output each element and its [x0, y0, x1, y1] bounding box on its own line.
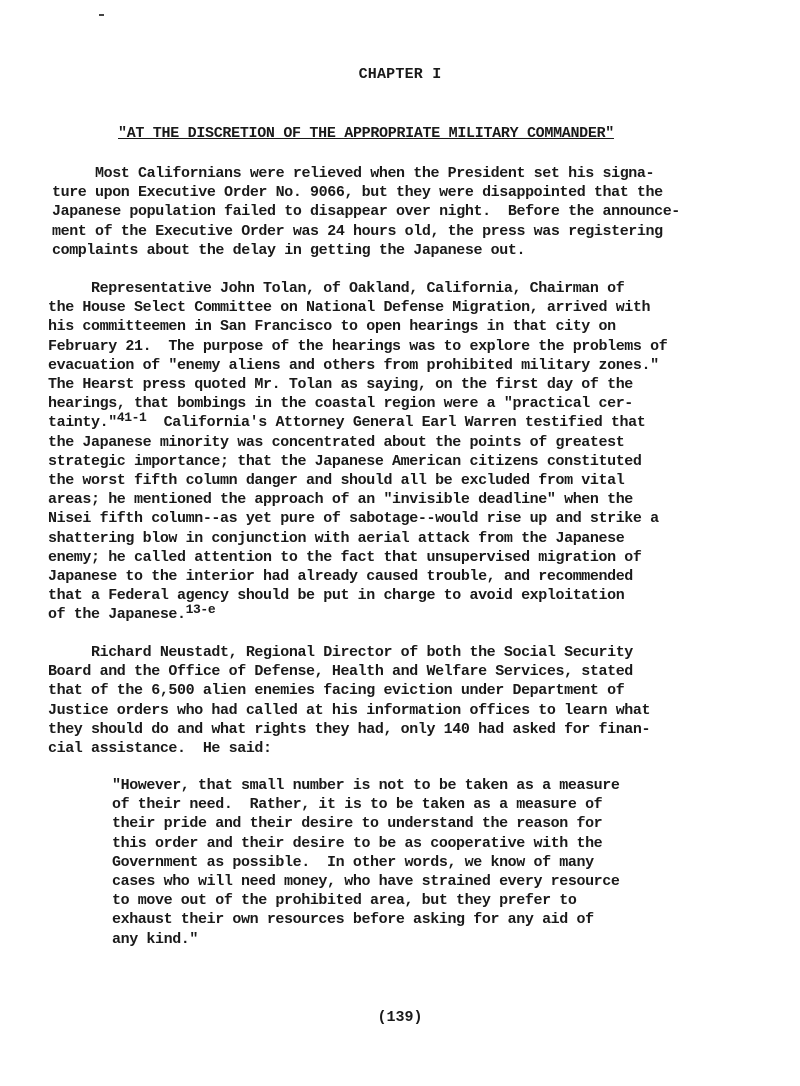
text-line: California's Attorney General Earl Warren testified that: [146, 414, 646, 432]
text-line: strategic importance; that the Japanese American citizens constituted: [48, 452, 642, 470]
text-line: Board and the Office of Defense, Health and Welfare Services, stated: [48, 663, 633, 681]
text-line: complaints about the delay in getting the Japanese out.: [52, 241, 526, 259]
quote-line: cases who will need money, who have strained every resource: [112, 873, 620, 891]
text-line: Justice orders who had called at his information offices to learn what: [48, 701, 651, 719]
text-line: evacuation of "enemy aliens and others from prohibited military zones.": [48, 356, 659, 374]
text-line: the Japanese minority was concentrated about the points of greatest: [48, 433, 625, 451]
quote-line: "However, that small number is not to be taken as a measure: [112, 777, 620, 794]
text-line: Nisei fifth column--as yet pure of sabotage--would rise up and strike a: [48, 510, 659, 528]
text-line: ment of the Executive Order was 24 hours old, the press was registering: [52, 222, 663, 240]
paragraph-1: [52, 164, 680, 260]
quote-line: any kind.": [112, 930, 199, 948]
text-line: of the Japanese.: [48, 606, 186, 624]
text-line: that of the 6,500 alien enemies facing eviction under Department of: [48, 682, 625, 700]
text-line: cial assistance. He said:: [48, 740, 272, 758]
text-line: that a Federal agency should be put in charge to avoid exploitation: [48, 587, 625, 605]
footnote-marker: 41-1: [116, 410, 147, 426]
text-line: hearings, that bombings in the coastal region were a "practical cer-: [48, 395, 633, 413]
section-heading: "AT THE DISCRETION OF THE APPROPRIATE MILITARY COMMANDER": [118, 125, 614, 142]
text-line: tainty.": [48, 414, 117, 432]
text-line: Richard Neustadt, Regional Director of both the Social Security: [48, 644, 633, 661]
scan-mark: [99, 14, 104, 16]
quote-line: this order and their desire to be as cooperative with the: [112, 834, 603, 852]
text-line: they should do and what rights they had, only 140 had asked for finan-: [48, 720, 651, 738]
text-line: Representative John Tolan, of Oakland, California, Chairman of: [48, 280, 625, 297]
chapter-title: CHAPTER I: [358, 66, 442, 83]
page-number: (139): [377, 1009, 423, 1026]
text-line: areas; he mentioned the approach of an "invisible deadline" when the: [48, 491, 633, 509]
paragraph-3: [48, 643, 650, 758]
text-line: enemy; he called attention to the fact that unsupervised migration of: [48, 548, 642, 566]
text-line: the worst fifth column danger and should all be excluded from vital: [48, 472, 625, 490]
text-line: Most Californians were relieved when the President set his signa-: [52, 165, 655, 182]
text-line: the House Select Committee on National Defense Migration, arrived with: [48, 299, 651, 317]
text-line: Japanese to the interior had already caused trouble, and recommended: [48, 568, 633, 586]
quote-line: exhaust their own resources before asking for any aid of: [112, 911, 594, 929]
quote-line: to move out of the prohibited area, but they prefer to: [112, 892, 577, 910]
quote-line: Government as possible. In other words, we know of many: [112, 853, 594, 871]
block-quote: [112, 776, 620, 949]
text-line: ture upon Executive Order No. 9066, but they were disappointed that the: [52, 184, 663, 202]
text-line: The Hearst press quoted Mr. Tolan as saying, on the first day of the: [48, 376, 633, 394]
text-line: shattering blow in conjunction with aerial attack from the Japanese: [48, 529, 625, 547]
text-line: February 21. The purpose of the hearings was to explore the problems of: [48, 337, 668, 355]
quote-line: their pride and their desire to understand the reason for: [112, 815, 603, 833]
text-line: Japanese population failed to disappear over night. Before the announce-: [52, 203, 680, 221]
footnote-marker: 13-e: [185, 602, 216, 618]
paragraph-2: [48, 279, 667, 625]
text-line: his committeemen in San Francisco to open hearings in that city on: [48, 318, 616, 336]
quote-line: of their need. Rather, it is to be taken as a measure of: [112, 796, 603, 814]
